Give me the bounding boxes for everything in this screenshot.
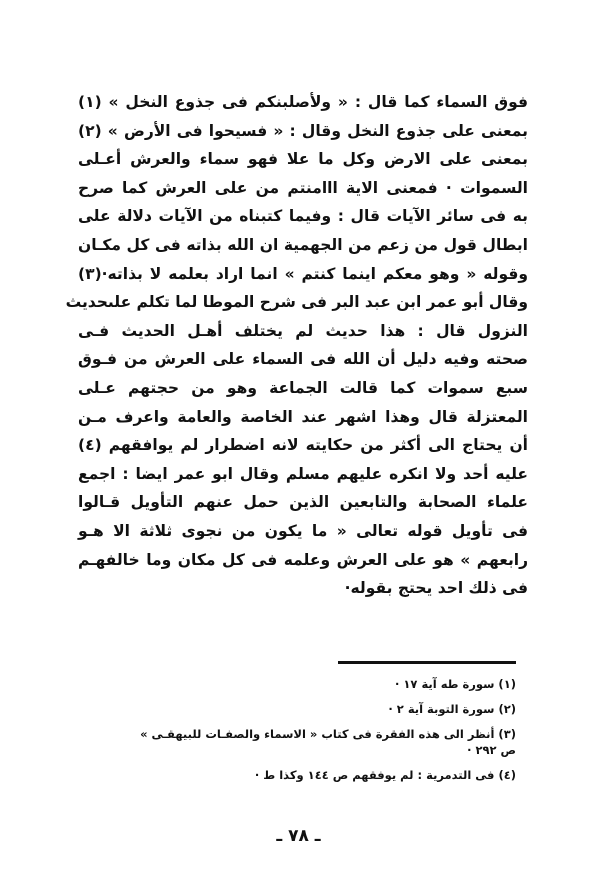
footnote-2: (٢) سورة التوبة آية ٢ · [388,702,516,716]
footnote-4: (٤) فى التدمرية : لم يوفقهم ص ١٤٤ وكذا ط · [254,768,516,782]
text-line-15: علماء الصحابة والتابعين الذين حمل عنهم التأويل قـالوا [78,493,528,512]
text-line-6: ابطال قول من زعم من الجهمية ان الله بذاته فى كل مكـان [78,235,528,254]
text-line-14: عليه أحد ولا انكره عليهم مسلم وقال ابو عمر ايضا : اجمع [78,464,528,483]
text-line-8: وقال أبو عمر ابن عبد البر فى شرح الموطا لما تكلم علىحديث [65,293,528,312]
text-line-1: فوق السماء كما قال : « ولأصلبنكم فى جذوع النخل » (١) [78,93,528,111]
footnote-divider [338,661,516,664]
footnote-1: (١) سورة طه آية ١٧ · [395,677,516,691]
text-line-11: سبع سموات كما قالت الجماعة وهو من حجتهم عـلى [78,378,528,397]
text-line-4: السموات · فمعنى الاية ااامنتم من على العرش كما صرح [78,178,528,197]
text-line-13: أن يحتاج الى أكثر من حكايته لانه اضطرار لم يوافقهم (٤) [78,436,528,455]
text-line-10: صحته وفيه دليل أن الله فى السماء على العرش من فـوق [78,350,528,369]
text-line-9: النزول قال : هذا حديث لم يختلف أهـل الحديث فـى [78,321,528,340]
footnote-3-line-1: (٣) أنظر الى هذه الفقرة فى كتاب « الاسماء والصفـات للبيهقـى » [140,727,516,741]
text-line-12: المعتزلة قال وهذا اشهر عند الخاصة والعامة واعرف مـن [78,407,528,426]
text-line-17: رابعهم » هو على العرش وعلمه فى كل مكان وما خالفهـم [78,550,528,569]
text-line-2: بمعنى على جذوع النخل وقال : « فسيحوا فى الأرض » (٢) [78,121,528,140]
footnote-3 [108,726,516,758]
main-text [65,88,528,603]
text-line-3: بمعنى على الارض وكل ما علا فهو سماء والعرش أعـلى [78,150,528,169]
footnotes [108,676,516,792]
text-line-5: به فى سائر الآيات قال : وفيما كتبناه من الآيات دلالة على [78,207,528,226]
text-line-7: وقوله « وهو معكم اينما كنتم » انما اراد بعلمه لا بذاته·(٣) [78,264,528,283]
text-line-16: فى تأويل قوله تعالى « ما يكون من نجوى ثلاثة الا هـو [78,521,528,540]
page-number: ـ ٧٨ ـ [276,826,321,846]
text-line-18: فى ذلك احد يحتج بقوله· [344,579,528,598]
footnote-3-line-2: ص ٢٩٢ · [467,743,516,757]
